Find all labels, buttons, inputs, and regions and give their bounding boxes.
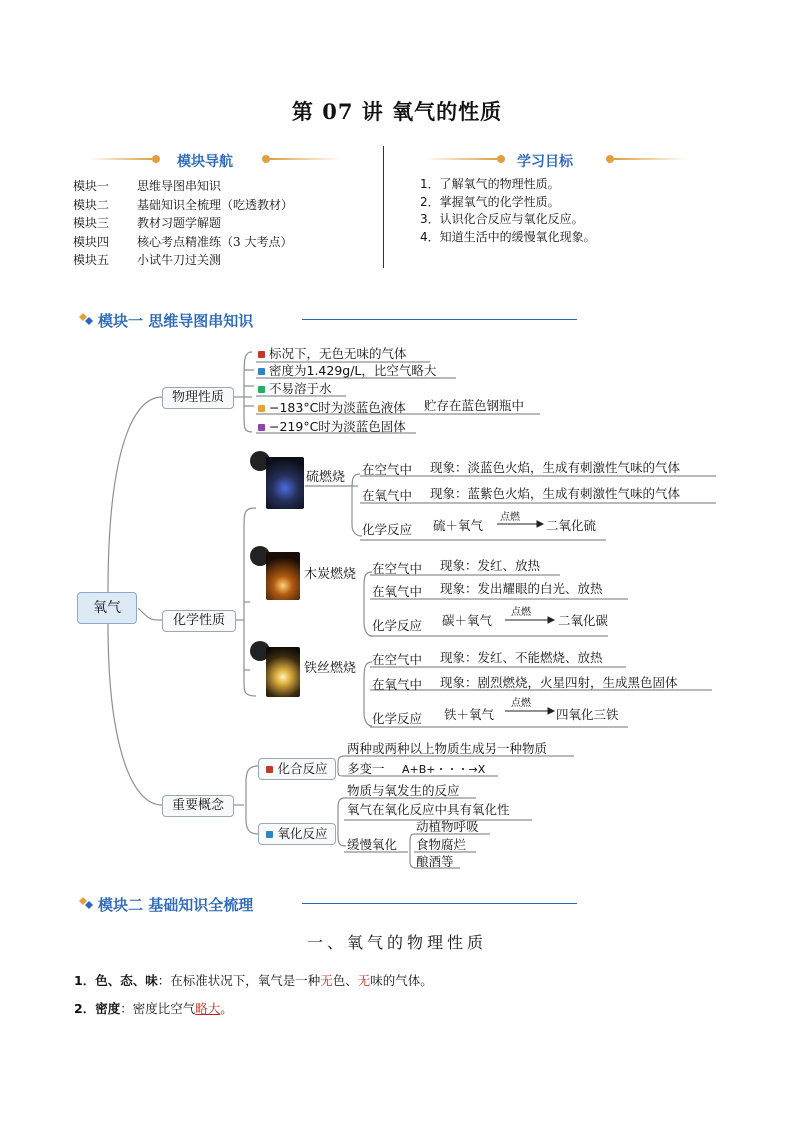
physical-item-3: 不易溶于水 bbox=[258, 381, 332, 397]
goal-item: 1．了解氧气的物理性质。 bbox=[420, 177, 560, 191]
module-nav-list bbox=[73, 177, 293, 270]
module2-heading: 模块二 基础知识全梳理 bbox=[98, 896, 254, 914]
physical-item-5: −219°C时为淡蓝色固体 bbox=[258, 419, 406, 435]
carbon-air: 在空气中 bbox=[372, 561, 423, 576]
nav-heading: 模块导航 bbox=[177, 154, 233, 170]
carbon-oxygen-note: 现象：发出耀眼的白光、放热 bbox=[440, 581, 603, 596]
sulfur-oxygen: 在氧气中 bbox=[362, 488, 413, 503]
goals-heading: 学习目标 bbox=[517, 154, 573, 170]
physical-item-1: 标况下，无色无味的气体 bbox=[258, 346, 407, 362]
column-divider bbox=[383, 146, 384, 268]
section-title: 一、氧气的物理性质 bbox=[306, 933, 487, 952]
combination-short: 多变一 bbox=[347, 761, 385, 776]
iron-label: 铁丝燃烧 bbox=[304, 661, 357, 676]
carbon-oxygen: 在氧气中 bbox=[372, 584, 423, 599]
nav-item-3[interactable] bbox=[73, 214, 293, 233]
nav-item-4[interactable] bbox=[73, 233, 293, 252]
sulfur-photo bbox=[266, 457, 304, 509]
carbon-product: 二氧化碳 bbox=[558, 613, 609, 628]
carbon-equation-left: 碳＋氧气 bbox=[442, 613, 493, 628]
concept-combination: 化合反应 bbox=[258, 758, 336, 780]
sulfur-air-note: 现象：淡蓝色火焰，生成有刺激性气味的气体 bbox=[430, 460, 681, 475]
slow-example: 酿酒等 bbox=[416, 854, 454, 869]
iron-air: 在空气中 bbox=[372, 652, 423, 667]
iron-equation-left: 铁＋氧气 bbox=[444, 707, 495, 722]
badge-icon bbox=[266, 766, 273, 773]
diamond-icon bbox=[76, 310, 96, 330]
iron-reaction: 化学反应 bbox=[372, 711, 423, 726]
sulfur-condition: 点燃 bbox=[500, 512, 520, 523]
badge-icon bbox=[258, 424, 265, 431]
paragraph-2: 2．密度：密度比空气略大。 bbox=[74, 1001, 233, 1016]
sulfur-product: 二氧化硫 bbox=[546, 518, 597, 533]
nav-item-1[interactable] bbox=[73, 177, 293, 196]
iron-photo bbox=[266, 647, 300, 697]
nav-key: 模块一 bbox=[73, 179, 110, 193]
iron-air-note: 现象：发红、不能燃烧、放热 bbox=[440, 650, 603, 665]
carbon-reaction: 化学反应 bbox=[372, 618, 423, 633]
nav-item-5[interactable] bbox=[73, 251, 293, 270]
nav-item-2[interactable] bbox=[73, 196, 293, 215]
slow-example: 食物腐烂 bbox=[416, 837, 467, 852]
badge-icon bbox=[258, 368, 265, 375]
nav-text: 核心考点精准练（3 大考点） bbox=[137, 234, 293, 249]
carbon-air-note: 现象：发红、放热 bbox=[440, 558, 541, 573]
iron-oxygen: 在氧气中 bbox=[372, 677, 423, 692]
carbon-condition: 点燃 bbox=[511, 607, 531, 618]
nav-text: 思维导图串知识 bbox=[137, 179, 222, 193]
physical-item-2: 密度为1.429g/L，比空气略大 bbox=[258, 363, 436, 379]
mindmap-root: 氧气 bbox=[77, 592, 137, 624]
goal-item: 2．掌握氧气的化学性质。 bbox=[420, 194, 560, 209]
iron-product: 四氧化三铁 bbox=[556, 707, 619, 722]
branch-physical: 物理性质 bbox=[162, 387, 234, 409]
sulfur-reaction: 化学反应 bbox=[362, 522, 413, 537]
oxidation-def2: 氧气在氧化反应中具有氧化性 bbox=[347, 802, 510, 817]
slow-example: 动植物呼吸 bbox=[416, 819, 479, 834]
nav-key: 模块四 bbox=[73, 234, 110, 249]
nav-key: 模块三 bbox=[73, 216, 110, 230]
carbon-label: 木炭燃烧 bbox=[304, 567, 357, 582]
nav-text: 小试牛刀过关测 bbox=[137, 253, 222, 267]
goal-item: 3．认识化合反应与氧化反应。 bbox=[420, 212, 584, 226]
oxidation-def1: 物质与氧发生的反应 bbox=[347, 783, 460, 798]
carbon-photo bbox=[266, 552, 300, 600]
diamond-icon bbox=[76, 894, 96, 914]
branch-chemical: 化学性质 bbox=[162, 610, 236, 632]
badge-icon bbox=[258, 351, 265, 358]
iron-condition: 点燃 bbox=[511, 698, 531, 709]
sulfur-oxygen-note: 现象：蓝紫色火焰，生成有刺激性气味的气体 bbox=[430, 486, 681, 501]
iron-oxygen-note: 现象：剧烈燃烧，火星四射，生成黑色固体 bbox=[440, 675, 678, 690]
badge-icon bbox=[258, 405, 265, 412]
module2-rule bbox=[302, 903, 577, 904]
sulfur-equation-left: 硫＋氧气 bbox=[433, 518, 484, 533]
physical-item-4: −183°C时为淡蓝色液体 bbox=[258, 400, 406, 416]
nav-key: 模块五 bbox=[73, 253, 110, 267]
page-title: 第 07 讲 氧气的性质 bbox=[291, 99, 503, 124]
nav-text: 教材习题学解题 bbox=[137, 216, 222, 230]
paragraph-1: 1．色、态、味：在标准状况下，氧气是一种无色、无味的气体。 bbox=[74, 973, 433, 988]
nav-key: 模块二 bbox=[73, 197, 110, 212]
physical-storage: 贮存在蓝色钢瓶中 bbox=[424, 398, 525, 413]
combination-formula: A+B+・・・→X bbox=[402, 763, 486, 776]
badge-icon bbox=[258, 386, 265, 393]
goals-list bbox=[420, 176, 596, 246]
oxidation-slow: 缓慢氧化 bbox=[347, 837, 398, 852]
sulfur-air: 在空气中 bbox=[362, 462, 413, 477]
badge-icon bbox=[266, 831, 273, 838]
module1-rule bbox=[302, 319, 577, 320]
goal-item: 4．知道生活中的缓慢氧化现象。 bbox=[420, 229, 596, 244]
nav-text: 基础知识全梳理（吃透教材） bbox=[137, 197, 294, 212]
concept-oxidation: 氧化反应 bbox=[258, 823, 336, 845]
module1-heading: 模块一 思维导图串知识 bbox=[98, 312, 254, 330]
combination-definition: 两种或两种以上物质生成另一种物质 bbox=[347, 741, 548, 756]
branch-concepts: 重要概念 bbox=[162, 795, 234, 817]
sulfur-label: 硫燃烧 bbox=[306, 470, 346, 485]
